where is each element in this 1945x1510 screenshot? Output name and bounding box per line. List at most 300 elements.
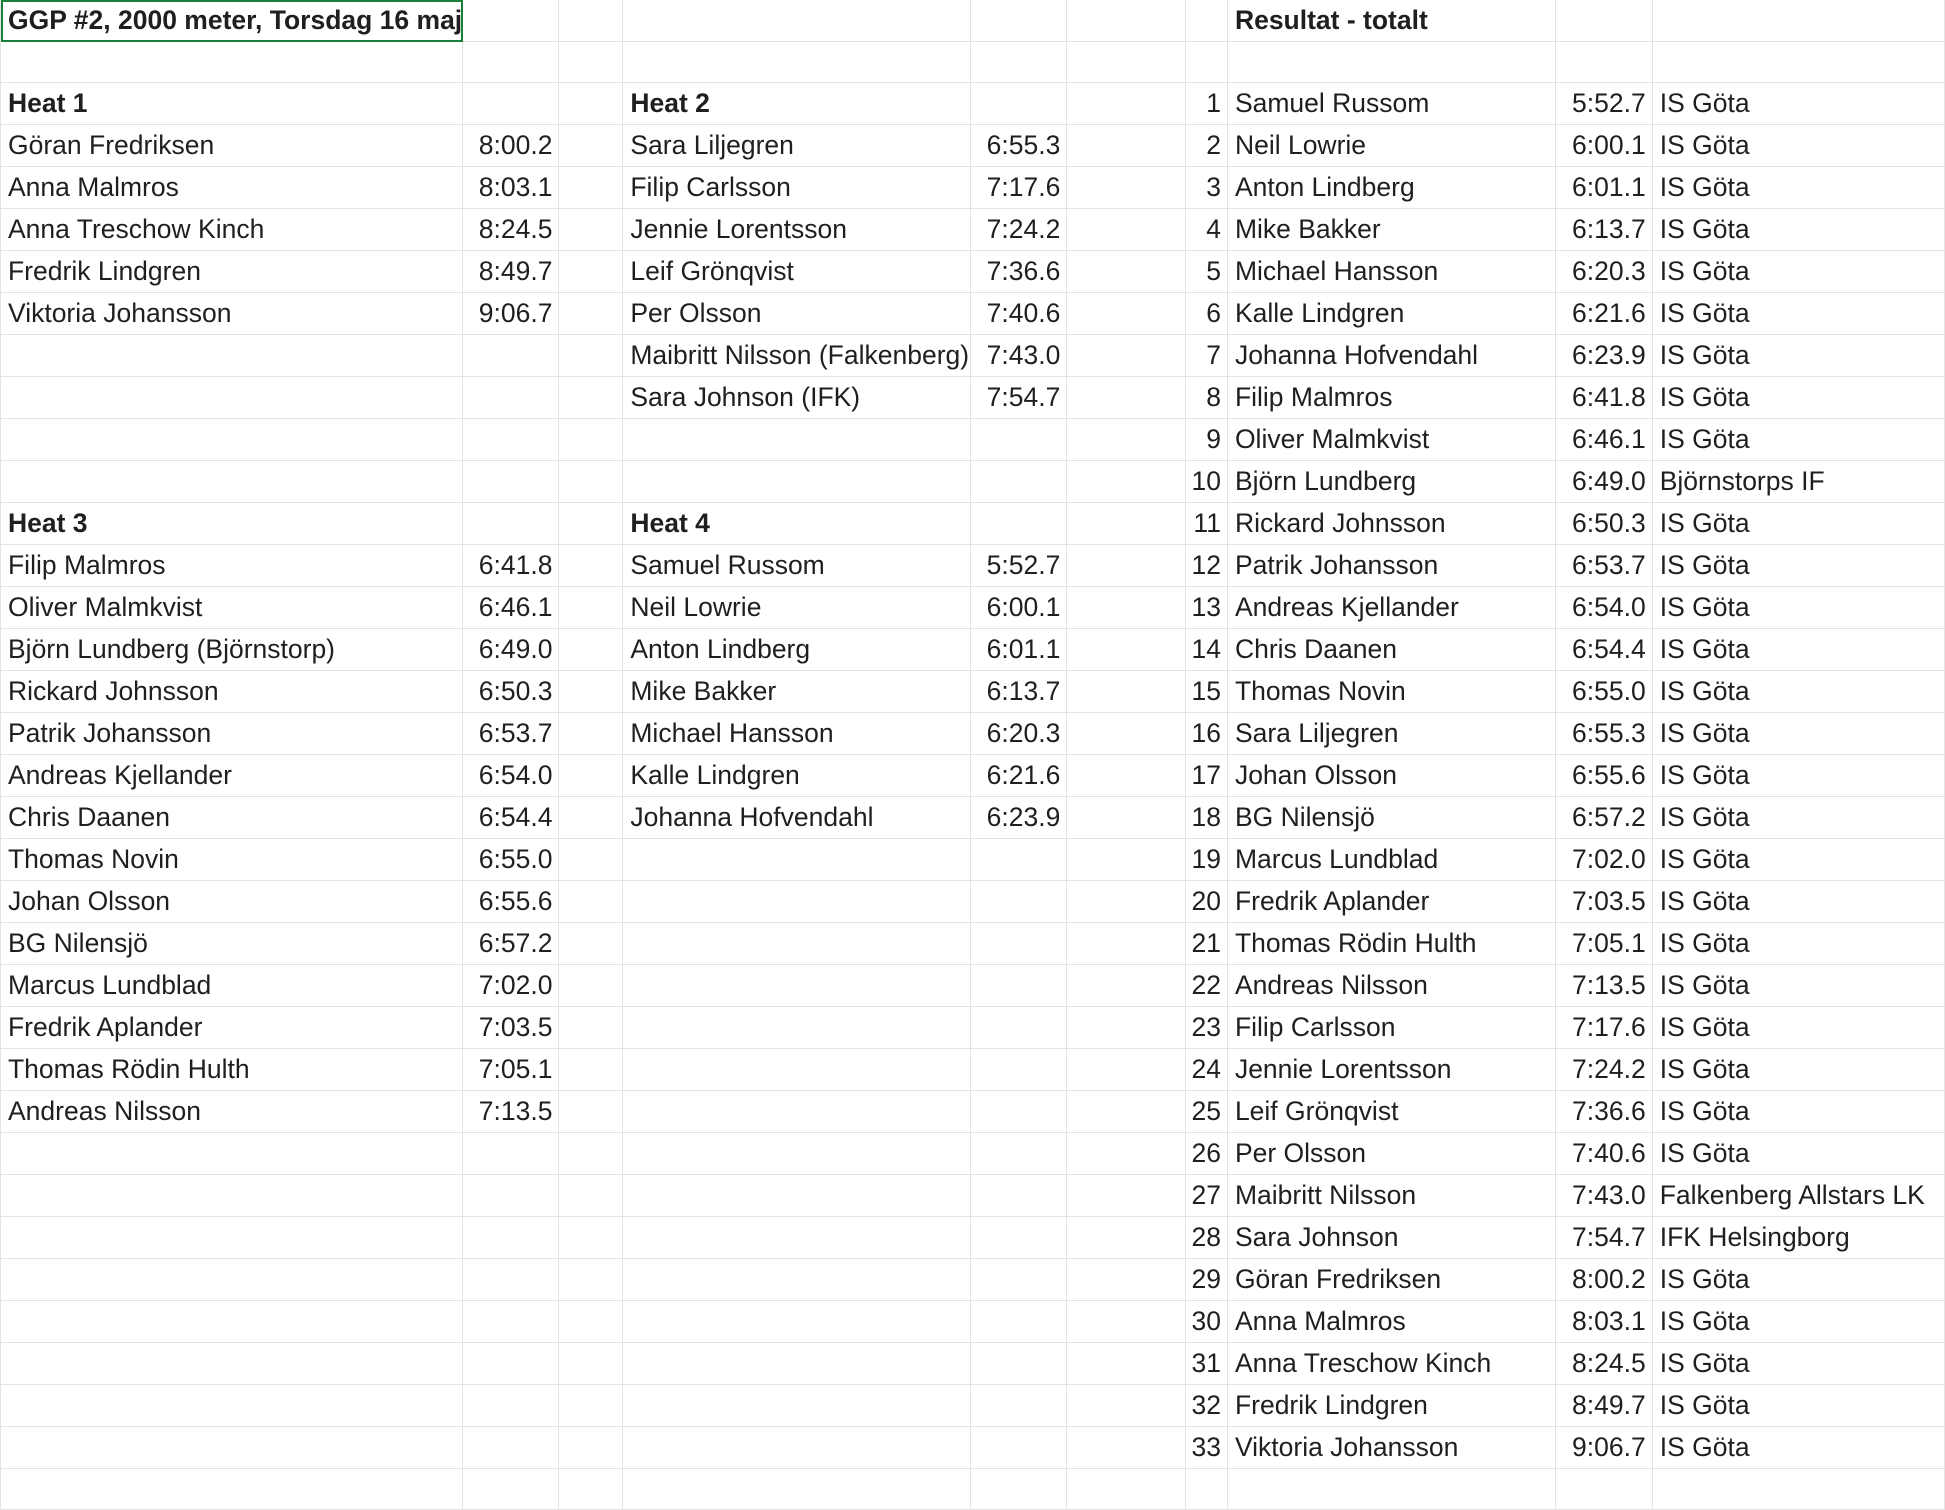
sheet-cell[interactable] — [559, 1301, 623, 1343]
heat-athlete-name[interactable]: Samuel Russom — [623, 545, 971, 587]
total-athlete-club[interactable]: IS Göta — [1652, 293, 1944, 335]
total-athlete-name[interactable]: Johanna Hofvendahl — [1227, 335, 1556, 377]
sheet-cell[interactable] — [559, 1469, 623, 1510]
sheet-cell[interactable] — [559, 1007, 623, 1049]
total-athlete-name[interactable]: Oliver Malmkvist — [1227, 419, 1556, 461]
total-athlete-club[interactable]: IS Göta — [1652, 1301, 1944, 1343]
sheet-cell[interactable] — [1067, 167, 1186, 209]
heat-athlete-time[interactable]: 6:53.7 — [463, 713, 559, 755]
sheet-cell[interactable] — [1067, 1217, 1186, 1259]
sheet-cell[interactable] — [559, 209, 623, 251]
sheet-cell[interactable] — [1, 1385, 463, 1427]
total-athlete-club[interactable]: IS Göta — [1652, 629, 1944, 671]
heat-athlete-time[interactable]: 7:36.6 — [971, 251, 1067, 293]
sheet-cell[interactable] — [1, 1217, 463, 1259]
total-athlete-time[interactable]: 6:13.7 — [1556, 209, 1652, 251]
sheet-cell[interactable] — [971, 0, 1067, 42]
heat-athlete-time[interactable]: 6:55.0 — [463, 839, 559, 881]
total-athlete-time[interactable]: 8:03.1 — [1556, 1301, 1652, 1343]
sheet-cell[interactable] — [971, 1469, 1067, 1510]
sheet-cell[interactable] — [971, 1385, 1067, 1427]
total-rank[interactable]: 16 — [1186, 713, 1227, 755]
sheet-cell[interactable] — [559, 125, 623, 167]
heat-title[interactable]: Heat 4 — [623, 503, 971, 545]
sheet-cell[interactable] — [1, 419, 463, 461]
sheet-cell[interactable] — [1, 42, 463, 83]
sheet-cell[interactable] — [623, 1007, 971, 1049]
sheet-cell[interactable] — [1067, 377, 1186, 419]
total-athlete-time[interactable]: 7:17.6 — [1556, 1007, 1652, 1049]
sheet-cell[interactable] — [463, 1385, 559, 1427]
total-athlete-club[interactable]: Falkenberg Allstars LK — [1652, 1175, 1944, 1217]
sheet-cell[interactable] — [1067, 965, 1186, 1007]
sheet-cell[interactable] — [623, 1469, 971, 1510]
sheet-cell[interactable] — [1067, 671, 1186, 713]
sheet-cell[interactable] — [1067, 755, 1186, 797]
sheet-cell[interactable] — [1067, 797, 1186, 839]
sheet-cell[interactable] — [971, 881, 1067, 923]
sheet-cell[interactable] — [1067, 881, 1186, 923]
total-rank[interactable]: 21 — [1186, 923, 1227, 965]
total-rank[interactable]: 11 — [1186, 503, 1227, 545]
total-athlete-name[interactable]: Chris Daanen — [1227, 629, 1556, 671]
heat-athlete-time[interactable]: 6:46.1 — [463, 587, 559, 629]
sheet-cell[interactable] — [559, 461, 623, 503]
total-athlete-club[interactable]: IS Göta — [1652, 335, 1944, 377]
heat-title[interactable]: Heat 2 — [623, 83, 971, 125]
heat-athlete-time[interactable]: 6:55.6 — [463, 881, 559, 923]
total-athlete-name[interactable]: Leif Grönqvist — [1227, 1091, 1556, 1133]
total-rank[interactable]: 4 — [1186, 209, 1227, 251]
total-athlete-time[interactable]: 6:55.3 — [1556, 713, 1652, 755]
sheet-cell[interactable] — [1652, 1469, 1944, 1510]
total-athlete-club[interactable]: IS Göta — [1652, 125, 1944, 167]
heat-athlete-name[interactable]: Filip Malmros — [1, 545, 463, 587]
total-rank[interactable]: 15 — [1186, 671, 1227, 713]
sheet-cell[interactable] — [463, 42, 559, 83]
sheet-cell[interactable] — [559, 671, 623, 713]
total-athlete-name[interactable]: Mike Bakker — [1227, 209, 1556, 251]
heat-athlete-name[interactable]: Kalle Lindgren — [623, 755, 971, 797]
heat-athlete-time[interactable]: 6:55.3 — [971, 125, 1067, 167]
heat-athlete-name[interactable]: Maibritt Nilsson (Falkenberg) — [623, 335, 971, 377]
sheet-cell[interactable] — [623, 1133, 971, 1175]
sheet-cell[interactable] — [559, 1343, 623, 1385]
sheet-cell[interactable] — [1186, 0, 1227, 42]
total-athlete-club[interactable]: IS Göta — [1652, 83, 1944, 125]
sheet-cell[interactable] — [1067, 629, 1186, 671]
sheet-cell[interactable] — [1556, 1469, 1652, 1510]
total-athlete-name[interactable]: Patrik Johansson — [1227, 545, 1556, 587]
sheet-cell[interactable] — [623, 461, 971, 503]
sheet-cell[interactable] — [623, 881, 971, 923]
heat-athlete-name[interactable]: Leif Grönqvist — [623, 251, 971, 293]
total-rank[interactable]: 25 — [1186, 1091, 1227, 1133]
sheet-cell[interactable] — [623, 0, 971, 42]
total-athlete-name[interactable]: Kalle Lindgren — [1227, 293, 1556, 335]
heat-athlete-name[interactable]: Michael Hansson — [623, 713, 971, 755]
sheet-cell[interactable] — [559, 881, 623, 923]
sheet-cell[interactable] — [1067, 125, 1186, 167]
total-athlete-club[interactable]: IS Göta — [1652, 671, 1944, 713]
total-athlete-time[interactable]: 7:40.6 — [1556, 1133, 1652, 1175]
sheet-cell[interactable] — [623, 1091, 971, 1133]
heat-athlete-time[interactable]: 5:52.7 — [971, 545, 1067, 587]
sheet-cell[interactable] — [1067, 42, 1186, 83]
sheet-cell[interactable] — [623, 1259, 971, 1301]
total-athlete-name[interactable]: Sara Liljegren — [1227, 713, 1556, 755]
sheet-cell[interactable] — [971, 1007, 1067, 1049]
total-athlete-club[interactable]: IS Göta — [1652, 1385, 1944, 1427]
total-athlete-club[interactable]: IS Göta — [1652, 419, 1944, 461]
heat-title[interactable]: Heat 3 — [1, 503, 463, 545]
total-athlete-name[interactable]: Rickard Johnsson — [1227, 503, 1556, 545]
sheet-cell[interactable] — [559, 419, 623, 461]
sheet-cell[interactable] — [971, 1217, 1067, 1259]
total-athlete-club[interactable]: Björnstorps IF — [1652, 461, 1944, 503]
total-athlete-time[interactable]: 6:00.1 — [1556, 125, 1652, 167]
sheet-cell[interactable] — [559, 965, 623, 1007]
sheet-cell[interactable] — [623, 1385, 971, 1427]
sheet-cell[interactable] — [1556, 42, 1652, 83]
total-athlete-time[interactable]: 7:24.2 — [1556, 1049, 1652, 1091]
total-athlete-name[interactable]: Neil Lowrie — [1227, 125, 1556, 167]
sheet-cell[interactable] — [623, 419, 971, 461]
sheet-cell[interactable] — [1067, 1175, 1186, 1217]
sheet-title[interactable]: GGP #2, 2000 meter, Torsdag 16 maj — [1, 0, 463, 42]
heat-athlete-name[interactable]: Neil Lowrie — [623, 587, 971, 629]
total-athlete-club[interactable]: IS Göta — [1652, 377, 1944, 419]
heat-athlete-name[interactable]: Thomas Rödin Hulth — [1, 1049, 463, 1091]
total-athlete-name[interactable]: Thomas Rödin Hulth — [1227, 923, 1556, 965]
total-athlete-time[interactable]: 6:57.2 — [1556, 797, 1652, 839]
heat-athlete-time[interactable]: 6:57.2 — [463, 923, 559, 965]
total-rank[interactable]: 31 — [1186, 1343, 1227, 1385]
sheet-cell[interactable] — [971, 1049, 1067, 1091]
total-athlete-time[interactable]: 7:02.0 — [1556, 839, 1652, 881]
sheet-cell[interactable] — [1067, 545, 1186, 587]
heat-athlete-name[interactable]: Anna Treschow Kinch — [1, 209, 463, 251]
heat-athlete-time[interactable]: 7:13.5 — [463, 1091, 559, 1133]
total-athlete-name[interactable]: Per Olsson — [1227, 1133, 1556, 1175]
sheet-cell[interactable] — [463, 1427, 559, 1469]
sheet-cell[interactable] — [559, 1259, 623, 1301]
total-athlete-time[interactable]: 6:50.3 — [1556, 503, 1652, 545]
total-athlete-club[interactable]: IS Göta — [1652, 1007, 1944, 1049]
total-athlete-time[interactable]: 6:55.0 — [1556, 671, 1652, 713]
heat-athlete-name[interactable]: Anna Malmros — [1, 167, 463, 209]
total-athlete-club[interactable]: IS Göta — [1652, 797, 1944, 839]
heat-athlete-time[interactable]: 6:49.0 — [463, 629, 559, 671]
sheet-cell[interactable] — [559, 923, 623, 965]
total-athlete-time[interactable]: 7:43.0 — [1556, 1175, 1652, 1217]
sheet-cell[interactable] — [559, 1385, 623, 1427]
sheet-cell[interactable] — [1652, 42, 1944, 83]
total-athlete-name[interactable]: BG Nilensjö — [1227, 797, 1556, 839]
sheet-cell[interactable] — [1067, 713, 1186, 755]
heat-athlete-time[interactable]: 6:54.4 — [463, 797, 559, 839]
heat-athlete-time[interactable]: 7:03.5 — [463, 1007, 559, 1049]
total-athlete-club[interactable]: IFK Helsingborg — [1652, 1217, 1944, 1259]
total-athlete-time[interactable]: 6:53.7 — [1556, 545, 1652, 587]
sheet-cell[interactable] — [559, 503, 623, 545]
total-athlete-name[interactable]: Sara Johnson — [1227, 1217, 1556, 1259]
heat-athlete-time[interactable]: 6:50.3 — [463, 671, 559, 713]
sheet-cell[interactable] — [971, 419, 1067, 461]
sheet-cell[interactable] — [559, 1217, 623, 1259]
heat-athlete-name[interactable]: Oliver Malmkvist — [1, 587, 463, 629]
sheet-cell[interactable] — [559, 251, 623, 293]
sheet-cell[interactable] — [971, 1175, 1067, 1217]
total-athlete-time[interactable]: 6:54.4 — [1556, 629, 1652, 671]
heat-athlete-name[interactable]: Fredrik Lindgren — [1, 251, 463, 293]
sheet-cell[interactable] — [463, 503, 559, 545]
total-athlete-name[interactable]: Johan Olsson — [1227, 755, 1556, 797]
sheet-cell[interactable] — [559, 83, 623, 125]
heat-athlete-name[interactable]: Marcus Lundblad — [1, 965, 463, 1007]
sheet-cell[interactable] — [1067, 1049, 1186, 1091]
total-athlete-club[interactable]: IS Göta — [1652, 209, 1944, 251]
total-athlete-club[interactable]: IS Göta — [1652, 965, 1944, 1007]
total-rank[interactable]: 19 — [1186, 839, 1227, 881]
heat-athlete-name[interactable]: Sara Johnson (IFK) — [623, 377, 971, 419]
heat-athlete-name[interactable]: Patrik Johansson — [1, 713, 463, 755]
total-rank[interactable]: 20 — [1186, 881, 1227, 923]
total-athlete-time[interactable]: 6:41.8 — [1556, 377, 1652, 419]
total-rank[interactable]: 12 — [1186, 545, 1227, 587]
total-athlete-name[interactable]: Maibritt Nilsson — [1227, 1175, 1556, 1217]
sheet-cell[interactable] — [1, 1133, 463, 1175]
total-athlete-name[interactable]: Thomas Novin — [1227, 671, 1556, 713]
total-rank[interactable]: 10 — [1186, 461, 1227, 503]
sheet-cell[interactable] — [1067, 251, 1186, 293]
total-rank[interactable]: 22 — [1186, 965, 1227, 1007]
heat-title[interactable]: Heat 1 — [1, 83, 463, 125]
sheet-cell[interactable] — [559, 293, 623, 335]
heat-athlete-name[interactable]: Jennie Lorentsson — [623, 209, 971, 251]
sheet-cell[interactable] — [1, 335, 463, 377]
sheet-cell[interactable] — [971, 461, 1067, 503]
sheet-cell[interactable] — [559, 629, 623, 671]
total-rank[interactable]: 6 — [1186, 293, 1227, 335]
total-athlete-time[interactable]: 6:20.3 — [1556, 251, 1652, 293]
sheet-cell[interactable] — [623, 839, 971, 881]
sheet-cell[interactable] — [1067, 335, 1186, 377]
total-athlete-club[interactable]: IS Göta — [1652, 251, 1944, 293]
sheet-cell[interactable] — [1067, 209, 1186, 251]
sheet-cell[interactable] — [1186, 1469, 1227, 1510]
total-athlete-name[interactable]: Fredrik Aplander — [1227, 881, 1556, 923]
total-rank[interactable]: 14 — [1186, 629, 1227, 671]
sheet-cell[interactable] — [463, 461, 559, 503]
sheet-cell[interactable] — [463, 1343, 559, 1385]
sheet-cell[interactable] — [971, 1301, 1067, 1343]
total-athlete-name[interactable]: Anna Treschow Kinch — [1227, 1343, 1556, 1385]
total-athlete-name[interactable]: Anton Lindberg — [1227, 167, 1556, 209]
heat-athlete-time[interactable]: 8:49.7 — [463, 251, 559, 293]
sheet-cell[interactable] — [623, 1049, 971, 1091]
total-rank[interactable]: 7 — [1186, 335, 1227, 377]
total-athlete-name[interactable]: Björn Lundberg — [1227, 461, 1556, 503]
sheet-cell[interactable] — [1067, 1427, 1186, 1469]
sheet-cell[interactable] — [559, 755, 623, 797]
heat-athlete-time[interactable]: 6:23.9 — [971, 797, 1067, 839]
total-rank[interactable]: 24 — [1186, 1049, 1227, 1091]
sheet-cell[interactable] — [971, 1259, 1067, 1301]
heat-athlete-name[interactable]: Filip Carlsson — [623, 167, 971, 209]
heat-athlete-name[interactable]: Thomas Novin — [1, 839, 463, 881]
total-rank[interactable]: 26 — [1186, 1133, 1227, 1175]
sheet-cell[interactable] — [1067, 0, 1186, 42]
total-rank[interactable]: 9 — [1186, 419, 1227, 461]
heat-athlete-name[interactable]: Rickard Johnsson — [1, 671, 463, 713]
total-athlete-name[interactable]: Andreas Kjellander — [1227, 587, 1556, 629]
total-athlete-club[interactable]: IS Göta — [1652, 1049, 1944, 1091]
heat-athlete-time[interactable]: 6:54.0 — [463, 755, 559, 797]
total-athlete-club[interactable]: IS Göta — [1652, 713, 1944, 755]
total-rank[interactable]: 2 — [1186, 125, 1227, 167]
heat-athlete-name[interactable]: BG Nilensjö — [1, 923, 463, 965]
total-athlete-club[interactable]: IS Göta — [1652, 587, 1944, 629]
sheet-cell[interactable] — [463, 0, 559, 42]
total-athlete-club[interactable]: IS Göta — [1652, 1427, 1944, 1469]
sheet-cell[interactable] — [559, 0, 623, 42]
sheet-cell[interactable] — [971, 83, 1067, 125]
sheet-cell[interactable] — [559, 1133, 623, 1175]
total-athlete-name[interactable]: Michael Hansson — [1227, 251, 1556, 293]
heat-athlete-time[interactable]: 7:05.1 — [463, 1049, 559, 1091]
heat-athlete-name[interactable]: Viktoria Johansson — [1, 293, 463, 335]
sheet-cell[interactable] — [1186, 42, 1227, 83]
total-athlete-name[interactable]: Fredrik Lindgren — [1227, 1385, 1556, 1427]
heat-athlete-name[interactable]: Johanna Hofvendahl — [623, 797, 971, 839]
total-athlete-time[interactable]: 7:54.7 — [1556, 1217, 1652, 1259]
sheet-cell[interactable] — [463, 377, 559, 419]
heat-athlete-time[interactable]: 6:13.7 — [971, 671, 1067, 713]
total-athlete-time[interactable]: 8:24.5 — [1556, 1343, 1652, 1385]
total-athlete-name[interactable]: Filip Carlsson — [1227, 1007, 1556, 1049]
total-rank[interactable]: 30 — [1186, 1301, 1227, 1343]
total-rank[interactable]: 17 — [1186, 755, 1227, 797]
total-athlete-name[interactable]: Samuel Russom — [1227, 83, 1556, 125]
sheet-cell[interactable] — [463, 83, 559, 125]
sheet-cell[interactable] — [623, 1175, 971, 1217]
heat-athlete-name[interactable]: Göran Fredriksen — [1, 125, 463, 167]
total-athlete-time[interactable]: 6:23.9 — [1556, 335, 1652, 377]
sheet-cell[interactable] — [1067, 1133, 1186, 1175]
sheet-cell[interactable] — [1067, 1259, 1186, 1301]
total-athlete-time[interactable]: 7:03.5 — [1556, 881, 1652, 923]
sheet-cell[interactable] — [559, 713, 623, 755]
heat-athlete-time[interactable]: 7:24.2 — [971, 209, 1067, 251]
total-athlete-name[interactable]: Göran Fredriksen — [1227, 1259, 1556, 1301]
heat-athlete-time[interactable]: 6:41.8 — [463, 545, 559, 587]
total-athlete-time[interactable]: 6:21.6 — [1556, 293, 1652, 335]
sheet-cell[interactable] — [1, 1469, 463, 1510]
sheet-cell[interactable] — [623, 923, 971, 965]
total-athlete-club[interactable]: IS Göta — [1652, 545, 1944, 587]
heat-athlete-time[interactable]: 8:03.1 — [463, 167, 559, 209]
heat-athlete-time[interactable]: 7:17.6 — [971, 167, 1067, 209]
total-athlete-time[interactable]: 9:06.7 — [1556, 1427, 1652, 1469]
sheet-cell[interactable] — [1, 377, 463, 419]
total-athlete-time[interactable]: 6:49.0 — [1556, 461, 1652, 503]
sheet-cell[interactable] — [1067, 1469, 1186, 1510]
sheet-cell[interactable] — [559, 1091, 623, 1133]
sheet-cell[interactable] — [1, 1343, 463, 1385]
sheet-cell[interactable] — [1067, 419, 1186, 461]
heat-athlete-time[interactable]: 6:21.6 — [971, 755, 1067, 797]
total-rank[interactable]: 33 — [1186, 1427, 1227, 1469]
total-rank[interactable]: 8 — [1186, 377, 1227, 419]
sheet-cell[interactable] — [559, 42, 623, 83]
sheet-cell[interactable] — [971, 42, 1067, 83]
sheet-cell[interactable] — [1067, 1343, 1186, 1385]
total-rank[interactable]: 28 — [1186, 1217, 1227, 1259]
total-athlete-club[interactable]: IS Göta — [1652, 1259, 1944, 1301]
sheet-cell[interactable] — [1652, 0, 1944, 42]
heat-athlete-time[interactable]: 8:00.2 — [463, 125, 559, 167]
sheet-cell[interactable] — [1067, 839, 1186, 881]
heat-athlete-name[interactable]: Per Olsson — [623, 293, 971, 335]
sheet-cell[interactable] — [559, 839, 623, 881]
sheet-cell[interactable] — [1067, 293, 1186, 335]
total-rank[interactable]: 18 — [1186, 797, 1227, 839]
total-rank[interactable]: 13 — [1186, 587, 1227, 629]
heat-athlete-time[interactable]: 7:54.7 — [971, 377, 1067, 419]
sheet-cell[interactable] — [971, 965, 1067, 1007]
sheet-cell[interactable] — [623, 1427, 971, 1469]
sheet-cell[interactable] — [463, 1259, 559, 1301]
sheet-cell[interactable] — [971, 503, 1067, 545]
sheet-cell[interactable] — [559, 797, 623, 839]
sheet-cell[interactable] — [1067, 1007, 1186, 1049]
sheet-cell[interactable] — [463, 1217, 559, 1259]
sheet-cell[interactable] — [1, 1175, 463, 1217]
sheet-cell[interactable] — [559, 335, 623, 377]
sheet-cell[interactable] — [1067, 461, 1186, 503]
total-athlete-time[interactable]: 7:05.1 — [1556, 923, 1652, 965]
heat-athlete-time[interactable]: 9:06.7 — [463, 293, 559, 335]
total-athlete-club[interactable]: IS Göta — [1652, 503, 1944, 545]
heat-athlete-name[interactable]: Andreas Nilsson — [1, 1091, 463, 1133]
sheet-cell[interactable] — [559, 1049, 623, 1091]
total-athlete-name[interactable]: Viktoria Johansson — [1227, 1427, 1556, 1469]
sheet-cell[interactable] — [1, 1301, 463, 1343]
sheet-cell[interactable] — [1, 1427, 463, 1469]
sheet-cell[interactable] — [559, 167, 623, 209]
total-rank[interactable]: 29 — [1186, 1259, 1227, 1301]
heat-athlete-name[interactable]: Andreas Kjellander — [1, 755, 463, 797]
sheet-cell[interactable] — [463, 1469, 559, 1510]
total-athlete-club[interactable]: IS Göta — [1652, 1091, 1944, 1133]
sheet-cell[interactable] — [1067, 83, 1186, 125]
heat-athlete-name[interactable]: Mike Bakker — [623, 671, 971, 713]
total-athlete-time[interactable]: 8:00.2 — [1556, 1259, 1652, 1301]
heat-athlete-time[interactable]: 6:20.3 — [971, 713, 1067, 755]
sheet-cell[interactable] — [623, 42, 971, 83]
sheet-cell[interactable] — [463, 335, 559, 377]
total-athlete-club[interactable]: IS Göta — [1652, 755, 1944, 797]
sheet-cell[interactable] — [463, 1133, 559, 1175]
sheet-cell[interactable] — [1067, 587, 1186, 629]
heat-athlete-name[interactable]: Johan Olsson — [1, 881, 463, 923]
sheet-cell[interactable] — [463, 1175, 559, 1217]
sheet-cell[interactable] — [1067, 1091, 1186, 1133]
sheet-cell[interactable] — [1067, 923, 1186, 965]
total-athlete-time[interactable]: 6:01.1 — [1556, 167, 1652, 209]
total-athlete-club[interactable]: IS Göta — [1652, 167, 1944, 209]
